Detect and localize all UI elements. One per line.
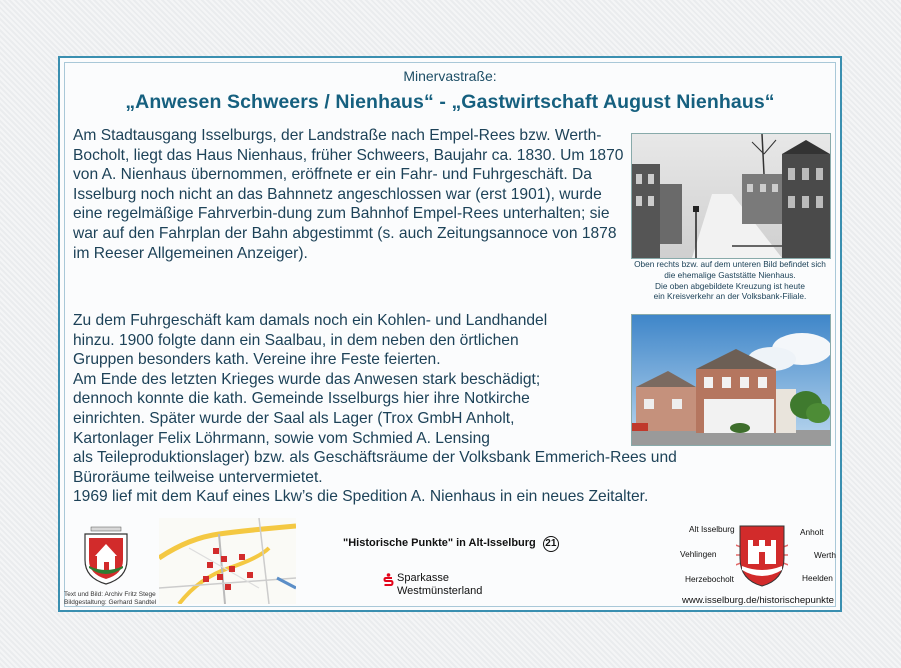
location-map (159, 518, 296, 604)
series-title: "Historische Punkte" in Alt-Isselburg (343, 537, 536, 549)
town-vehlingen: Vehlingen (680, 549, 717, 559)
text-line: Gruppen besonders kath. Vereine ihre Feste feierten. (73, 351, 441, 369)
caption-line: die ehemalige Gaststätte Nienhaus. (664, 269, 796, 280)
sparkasse-s-icon (383, 573, 394, 586)
credits-layout: Bildgestaltung: Gerhard Sandtel (64, 599, 157, 606)
photo-caption (627, 259, 833, 302)
caption-line: ein Kreisverkehr an der Volksbank-Filiale. (653, 291, 807, 302)
text-line: hinzu. 1900 folgte dann ein Saalbau, in dem neben den örtlichen (73, 331, 519, 349)
sponsor-logo (397, 572, 482, 597)
historic-street-photo (631, 133, 831, 259)
text-line: Büroräume teilweise untervermietet. (73, 468, 323, 486)
sponsor-region: Westmünsterland (397, 584, 483, 597)
town-heelden: Heelden (802, 573, 833, 583)
town-werth: Werth (814, 550, 836, 560)
board-title: „Anwesen Schweers / Nienhaus“ - „Gastwirtschaft August Nienhaus“ (125, 91, 775, 113)
text-line: dennoch konnte die kath. Gemeinde Isselburgs hier ihre Notkirche (73, 390, 530, 408)
credits-text: Text und Bild: Archiv Fritz Stege (64, 591, 156, 598)
caption-line: Oben rechts bzw. auf dem unteren Bild befindet sich (634, 259, 826, 269)
series-label (343, 536, 559, 552)
modern-building-photo (631, 314, 831, 446)
district-coat-of-arms-icon (736, 522, 788, 588)
point-number-badge: 21 (543, 536, 559, 552)
isselburg-coat-of-arms-icon (81, 524, 131, 586)
history-paragraph-1: Am Stadtausgang Isselburgs, der Landstraße nach Empel-Rees bzw. Werth-Bocholt, liegt das Haus Nienhaus, früher Schweers, Baujahr ca. 1830. Um 1870 von A. Nienhaus übernommen, eröffnete er ein Fahr- und Fuhrgeschäft. Da Isselburg noch nicht an das Bahnnetz angeschlossen war (erst 1901), wurde eine regelmäßige Fahrverbin-dung zum Bahnhof Empel-Rees unterhalten; sie war auf den Fahrplan der Bahn abgestimmt (s. auch Zeitungsannoce von 1878 im Reeser Allgemeinen Anzeiger). (73, 127, 624, 262)
website-link[interactable]: www.isselburg.de/historischepunkte (682, 595, 834, 606)
text-line: 1969 lief mit dem Kauf eines Lkw’s die Spedition A. Nienhaus in ein neues Zeitalter. (73, 488, 649, 506)
district-compass (676, 520, 836, 590)
street-subtitle: Minervastraße: (403, 68, 497, 84)
town-anholt: Anholt (800, 527, 824, 537)
text-line: einrichten. Später wurde der Saal als Lager (Trox GmbH Anholt, (73, 409, 515, 427)
town-herzebocholt: Herzebocholt (685, 574, 734, 584)
text-line: Zu dem Fuhrgeschäft kam damals noch ein Kohlen- und Landhandel (73, 312, 548, 329)
credits (64, 591, 156, 607)
town-alt-isselburg: Alt Isselburg (689, 524, 735, 534)
text-line: Am Ende des letzten Krieges wurde das Anwesen stark beschädigt; (73, 370, 541, 388)
caption-line: Die oben abgebildete Kreuzung ist heute (655, 280, 805, 291)
text-line: Kartonlager Felix Löhrmann, sowie vom Schmied A. Lensing (73, 429, 490, 447)
sponsor-name: Sparkasse (397, 572, 449, 584)
text-line: als Teileproduktionslager) bzw. als Geschäftsräume der Volksbank Emmerich-Rees und (73, 449, 677, 467)
